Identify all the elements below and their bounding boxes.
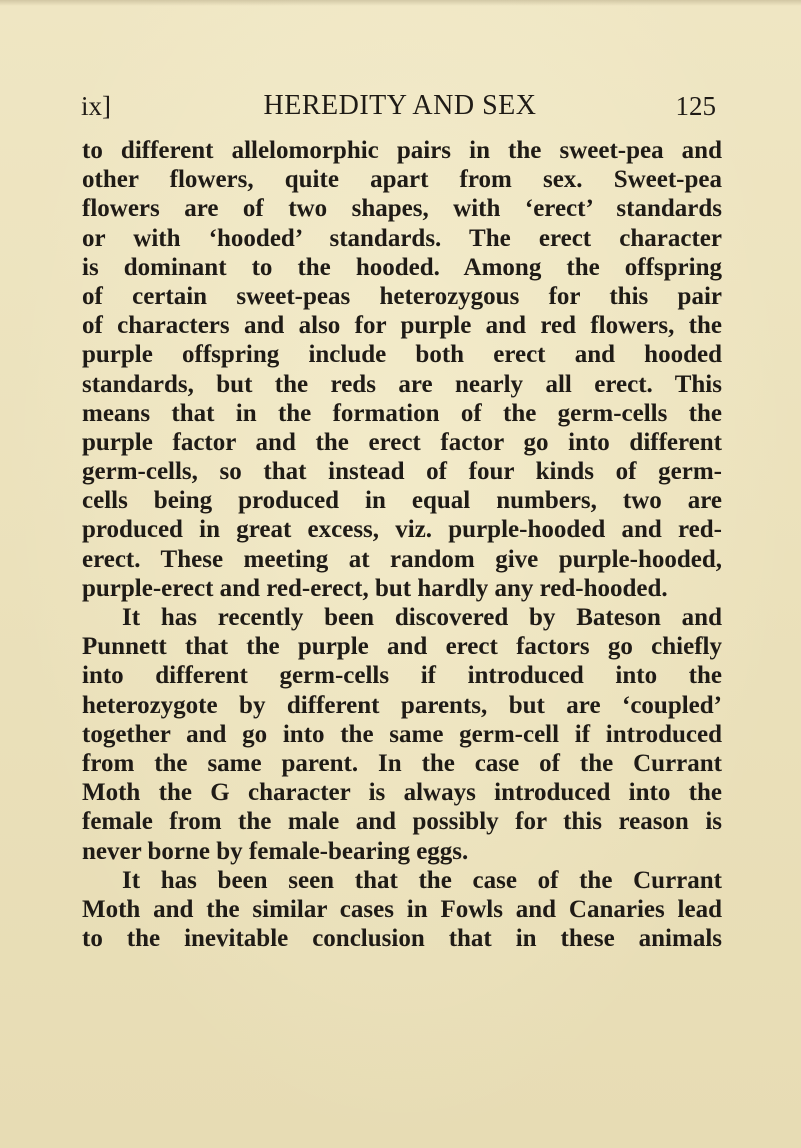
text-line: Punnett that the purple and erect factors go chiefly <box>82 633 722 661</box>
page-number: 125 <box>675 91 716 121</box>
text-line: purple-erect and red-erect, but hardly any red-hooded. <box>82 574 668 602</box>
text-line: to different allelomorphic pairs in the sweet-pea and <box>82 137 722 164</box>
text-line: female from the male and possibly for this reason is <box>82 808 722 836</box>
running-title: HEREDITY AND SEX <box>263 90 537 121</box>
text-line: germ-cells, so that instead of four kinds of germ- <box>82 458 722 486</box>
text-line: cells being produced in equal numbers, two are <box>82 487 722 515</box>
text-line: purple offspring include both erect and hooded <box>82 341 722 369</box>
text-line: heterozygote by different parents, but are ‘coupled’ <box>82 691 722 719</box>
text-line: or with ‘hooded’ standards. The erect character <box>82 224 722 252</box>
text-line: other flowers, quite apart from sex. Sweet-pea <box>82 166 722 194</box>
text-line: together and go into the same germ-cell if introduced <box>82 720 722 748</box>
text-line: to the inevitable conclusion that in these animals <box>82 925 722 953</box>
text-line: into different germ-cells if introduced into the <box>82 662 722 690</box>
text-line: from the same parent. In the case of the Currant <box>82 749 722 777</box>
body-text <box>82 136 722 953</box>
text-line: Moth and the similar cases in Fowls and Canaries lead <box>82 895 722 923</box>
text-line: produced in great excess, viz. purple-hooded and red- <box>82 516 722 544</box>
text-line: is dominant to the hooded. Among the offspring <box>82 253 722 281</box>
text-line: standards, but the reds are nearly all erect. This <box>82 370 722 398</box>
text-line: never borne by female-bearing eggs. <box>82 837 469 865</box>
chapter-number: ix] <box>81 91 111 121</box>
text-line: of certain sweet-peas heterozygous for this pair <box>82 282 722 310</box>
text-line: means that in the formation of the germ-cells the <box>82 399 722 427</box>
text-line: Moth the G character is always introduced into the <box>82 779 722 807</box>
text-line: of characters and also for purple and red flowers, the <box>82 312 722 340</box>
text-line: It has been seen that the case of the Currant <box>122 866 722 894</box>
text-line: purple factor and the erect factor go into different <box>82 428 722 456</box>
text-line: erect. These meeting at random give purple-hooded, <box>82 545 722 573</box>
text-line: flowers are of two shapes, with ‘erect’ standards <box>82 195 722 223</box>
page-top-edge <box>0 0 801 6</box>
running-header <box>80 86 720 126</box>
text-line: It has recently been discovered by Bateson and <box>122 604 722 631</box>
